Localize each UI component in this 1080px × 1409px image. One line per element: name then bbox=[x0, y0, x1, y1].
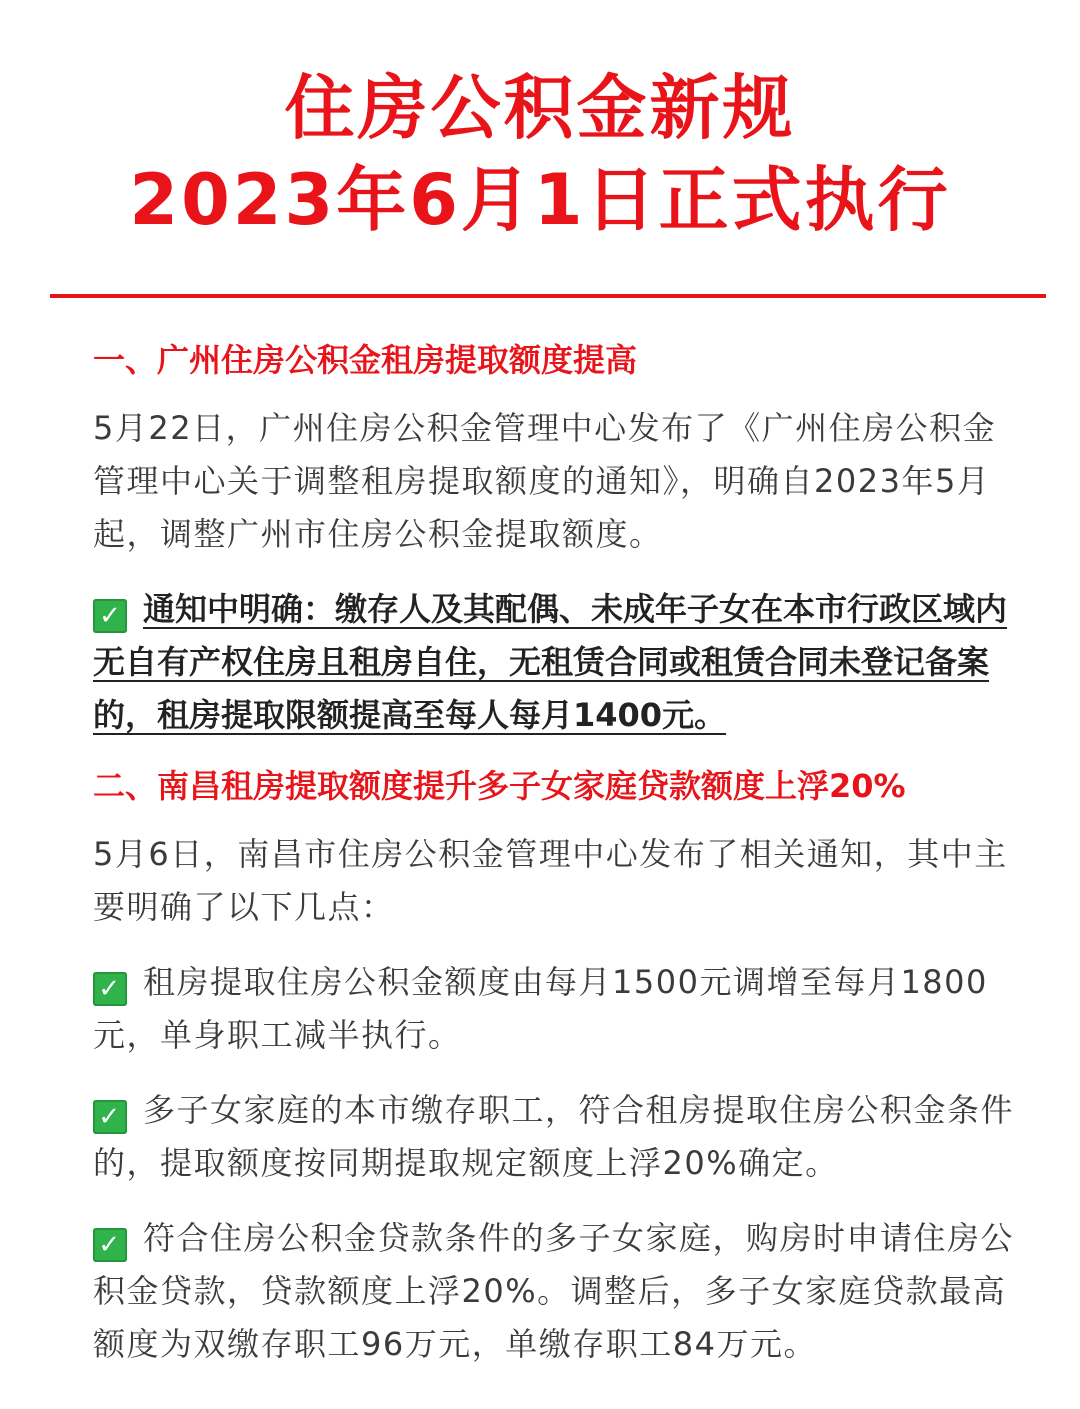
title-line-2: 2023年6月1日正式执行 bbox=[129, 159, 951, 241]
section-2-point-3 bbox=[93, 1212, 1023, 1371]
title-line-1: 住房公积金新规 bbox=[284, 67, 796, 149]
section-2-point-1 bbox=[93, 956, 1023, 1062]
title-divider bbox=[50, 294, 1046, 298]
point-text: 租房提取住房公积金额度由每月1500元调增至每月1800 元，单身职工减半执行。 bbox=[93, 963, 988, 1054]
check-mark-icon: ✓ bbox=[93, 599, 127, 633]
section-2-heading: 二、南昌租房提取额度提升多子女家庭贷款额度上浮20% bbox=[93, 767, 906, 805]
check-mark-icon: ✓ bbox=[93, 1100, 127, 1134]
article-body bbox=[93, 338, 1023, 1387]
point-text: 多子女家庭的本市缴存职工，符合租房提取住房公积金条件的，提取额度按同期提取规定额度上浮20%确定。 bbox=[93, 1091, 1015, 1182]
section-2-point-2 bbox=[93, 1084, 1023, 1190]
point-text: 符合住房公积金贷款条件的多子女家庭，购房时申请住房公积金贷款，贷款额度上浮20%。调整后，多子女家庭贷款最高额度为双缴存职工96万元，单缴存职工84万元。 bbox=[93, 1219, 1015, 1363]
check-mark-icon: ✓ bbox=[93, 972, 127, 1006]
section-1-highlight-text: 通知中明确：缴存人及其配偶、未成年子女在本市行政区域内无自有产权住房且租房自住，无租赁合同或租赁合同未登记备案的，租房提取限额提高至每人每月1400元。 bbox=[93, 590, 1008, 734]
section-2-intro: 5月6日，南昌市住房公积金管理中心发布了相关通知，其中主要明确了以下几点： bbox=[93, 835, 1008, 926]
page-title bbox=[0, 62, 1080, 246]
section-1-heading: 一、广州住房公积金租房提取额度提高 bbox=[93, 341, 638, 379]
check-mark-icon: ✓ bbox=[93, 1228, 127, 1262]
section-1-intro: 5月22日，广州住房公积金管理中心发布了《广州住房公积金管理中心关于调整租房提取额度的通知》，明确自2023年5月起，调整广州市住房公积金提取额度。 bbox=[93, 409, 997, 553]
section-1-highlight bbox=[93, 583, 1023, 742]
